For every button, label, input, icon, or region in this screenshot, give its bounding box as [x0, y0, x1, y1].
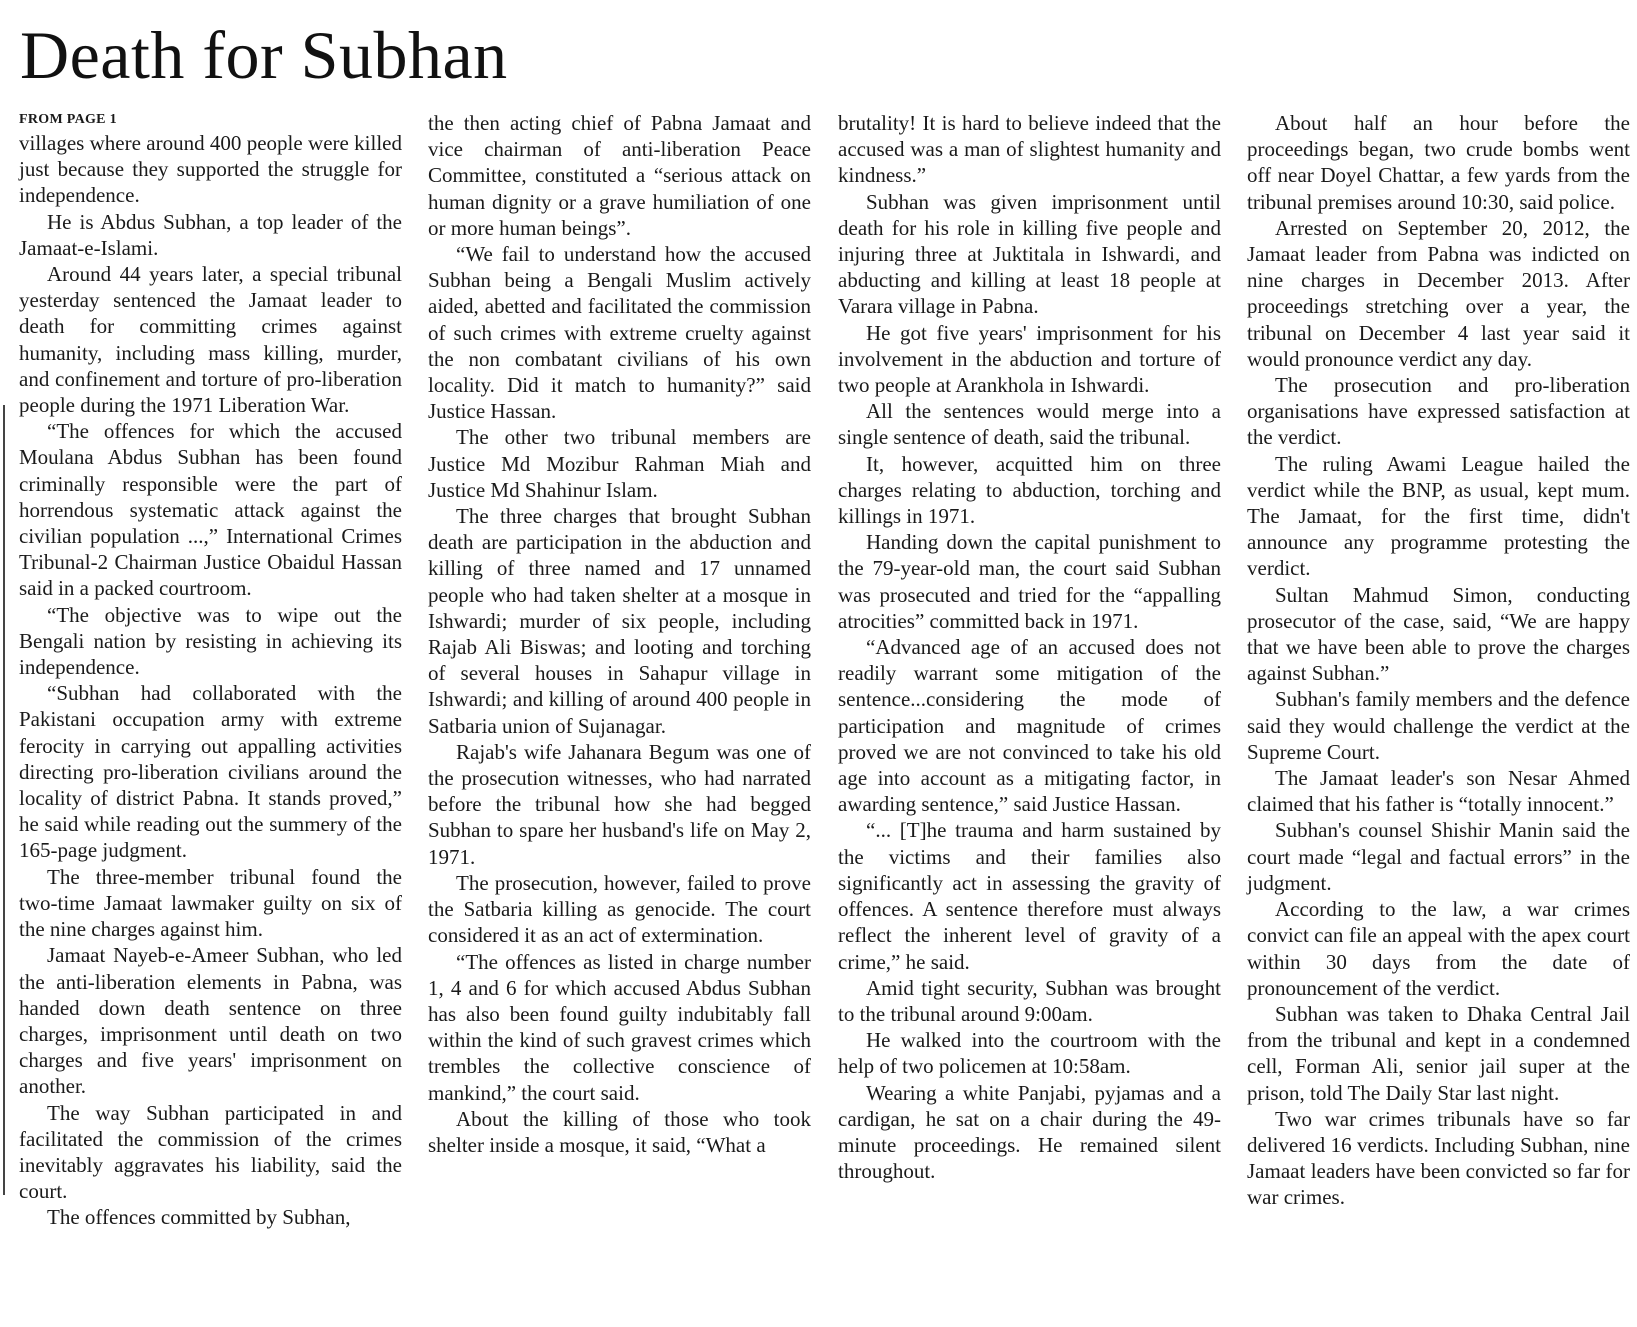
paragraph: He got five years' imprisonment for his involvement in the abduction and torture of two people at Arankhola in Ishwardi.: [838, 320, 1221, 398]
paragraph: Wearing a white Panjabi, pyjamas and a cardigan, he sat on a chair during the 49-minute proceedings. He remained silent throughout.: [838, 1080, 1221, 1184]
paragraph: The three charges that brought Subhan death are participation in the abduction and killing of three named and 17 unnamed people who had taken shelter at a mosque in Ishwardi; murder of six people, including Rajab Ali Biswas; and looting and torching of several houses in Sahapur village in Ishwardi; and killing of around 400 people in Satbaria union of Sujanagar.: [428, 504, 811, 738]
paragraph: Jamaat Nayeb-e-Ameer Subhan, who led the anti-liberation elements in Pabna, was handed down death sentence on three charges, imprisonment until death on two charges and five years' imprisonment on another.: [19, 943, 402, 1099]
paragraph: Subhan was given imprisonment until death for his role in killing five people and injuring three at Juktitala in Ishwardi, and abducting and killing at least 18 people at Varara village in Pabna.: [838, 189, 1221, 319]
paragraph: The prosecution, however, failed to prove the Satbaria killing as genocide. The court considered it as an act of extermination.: [428, 870, 811, 948]
paragraph: About the killing of those who took shelter inside a mosque, it said, “What a: [428, 1106, 811, 1157]
paragraph: Rajab's wife Jahanara Begum was one of the prosecution witnesses, who had narrated before the tribunal how she had begged Subhan to spare her husband's life on May 2, 1971.: [428, 739, 811, 869]
paragraph: According to the law, a war crimes convict can file an appeal with the apex court within 30 days from the date of pronouncement of the verdict.: [1247, 897, 1630, 1000]
paragraph: Handing down the capital punishment to the 79-year-old man, the court said Subhan was prosecuted and tried for the “appalling atrocities” committed back in 1971.: [838, 530, 1221, 633]
paragraph: brutality! It is hard to believe indeed that the accused was a man of slightest humanity and kindness.”: [838, 111, 1221, 188]
paragraph: The prosecution and pro-liberation organisations have expressed satisfaction at the verdict.: [1247, 373, 1630, 450]
paragraph: “... [T]he trauma and harm sustained by the victims and their families also significantly act in assessing the gravity of offences. A sentence therefore must always reflect the inherent level of gravity of a crime,” he said.: [838, 818, 1221, 974]
paragraph: He walked into the courtroom with the help of two policemen at 10:58am.: [838, 1028, 1221, 1079]
paragraph: The other two tribunal members are Justice Md Mozibur Rahman Miah and Justice Md Shahinur Islam.: [428, 425, 811, 502]
jump-kicker: FROM PAGE 1: [19, 112, 117, 127]
column-rule: [3, 405, 5, 1195]
paragraph: Subhan's family members and the defence said they would challenge the verdict at the Supreme Court.: [1247, 687, 1630, 764]
paragraph: The three-member tribunal found the two-time Jamaat lawmaker guilty on six of the nine charges against him.: [19, 864, 402, 942]
paragraph: “The offences for which the accused Moulana Abdus Subhan has been found criminally responsible were the part of horrendous systematic attack against the civilian population ...,” International Crimes Tribunal-2 Chairman Justice Obaidul Hassan said in a packed courtroom.: [19, 419, 402, 601]
paragraph: “Subhan had collaborated with the Pakistani occupation army with extreme ferocity in carrying out appalling activities directing pro-liberation civilians around the locality of district Pabna. It stands proved,” he said while reading out the summery of the 165-page judgment.: [19, 681, 402, 863]
paragraph: “Advanced age of an accused does not readily warrant some mitigation of the sentence...considering the mode of participation and magnitude of crimes proved we are not convinced to take his old age into account as a mitigating factor, in awarding sentence,” said Justice Hassan.: [838, 635, 1221, 817]
article-column-3: [838, 110, 1221, 1184]
paragraph: “The offences as listed in charge number 1, 4 and 6 for which accused Abdus Subhan has also been found guilty indubitably fall within the kind of such gravest crimes which trembles the collective conscience of mankind,” the court said.: [428, 949, 811, 1105]
paragraph: villages where around 400 people were killed just because they supported the struggle for independence.: [19, 131, 402, 208]
paragraph: Two war crimes tribunals have so far delivered 16 verdicts. Including Subhan, nine Jamaat leaders have been convicted so far for war crimes.: [1247, 1106, 1630, 1210]
paragraph: All the sentences would merge into a single sentence of death, said the tribunal.: [838, 399, 1221, 450]
paragraph: About half an hour before the proceedings began, two crude bombs went off near Doyel Chattar, a few yards from the tribunal premises around 10:30, said police.: [1247, 111, 1630, 214]
paragraph: Around 44 years later, a special tribunal yesterday sentenced the Jamaat leader to death for committing crimes against humanity, including mass killing, murder, and confinement and torture of pro-liberation people during the 1971 Liberation War.: [19, 262, 402, 418]
paragraph: “We fail to understand how the accused Subhan being a Bengali Muslim actively aided, abetted and facilitated the commission of such crimes with extreme cruelty against the non combatant civilians of his own locality. Did it match to humanity?” said Justice Hassan.: [428, 242, 811, 424]
paragraph: The Jamaat leader's son Nesar Ahmed claimed that his father is “totally innocent.”: [1247, 766, 1630, 817]
paragraph: Sultan Mahmud Simon, conducting prosecutor of the case, said, “We are happy that we have been able to prove the charges against Subhan.”: [1247, 582, 1630, 686]
paragraph: It, however, acquitted him on three charges relating to abduction, torching and killings in 1971.: [838, 451, 1221, 529]
paragraph: “The objective was to wipe out the Bengali nation by resisting in achieving its independence.: [19, 602, 402, 680]
paragraph: Amid tight security, Subhan was brought to the tribunal around 9:00am.: [838, 975, 1221, 1026]
article-column-1: [19, 110, 402, 1231]
article-column-2: [428, 110, 811, 1158]
paragraph: the then acting chief of Pabna Jamaat and vice chairman of anti-liberation Peace Committee, constituted a “serious attack on human dignity or a grave humiliation of one or more human beings”.: [428, 111, 811, 240]
paragraph: Subhan's counsel Shishir Manin said the court made “legal and factual errors” in the judgment.: [1247, 818, 1630, 895]
paragraph: Arrested on September 20, 2012, the Jamaat leader from Pabna was indicted on nine charges in December 2013. After proceedings stretching over a year, the tribunal on December 4 last year said it would pronounce verdict any day.: [1247, 215, 1630, 371]
article-column-4: [1247, 110, 1630, 1211]
paragraph: The ruling Awami League hailed the verdict while the BNP, as usual, kept mum. The Jamaat, for the first time, didn't announce any programme protesting the verdict.: [1247, 451, 1630, 581]
paragraph: He is Abdus Subhan, a top leader of the Jamaat-e-Islami.: [19, 209, 402, 260]
paragraph: The offences committed by Subhan,: [47, 1205, 351, 1230]
paragraph: The way Subhan participated in and facilitated the commission of the crimes inevitably aggravates his liability, said the court.: [19, 1100, 402, 1204]
paragraph: Subhan was taken to Dhaka Central Jail from the tribunal and kept in a condemned cell, Forman Ali, senior jail super at the prison, told The Daily Star last night.: [1247, 1001, 1630, 1105]
headline: Death for Subhan: [20, 17, 508, 93]
